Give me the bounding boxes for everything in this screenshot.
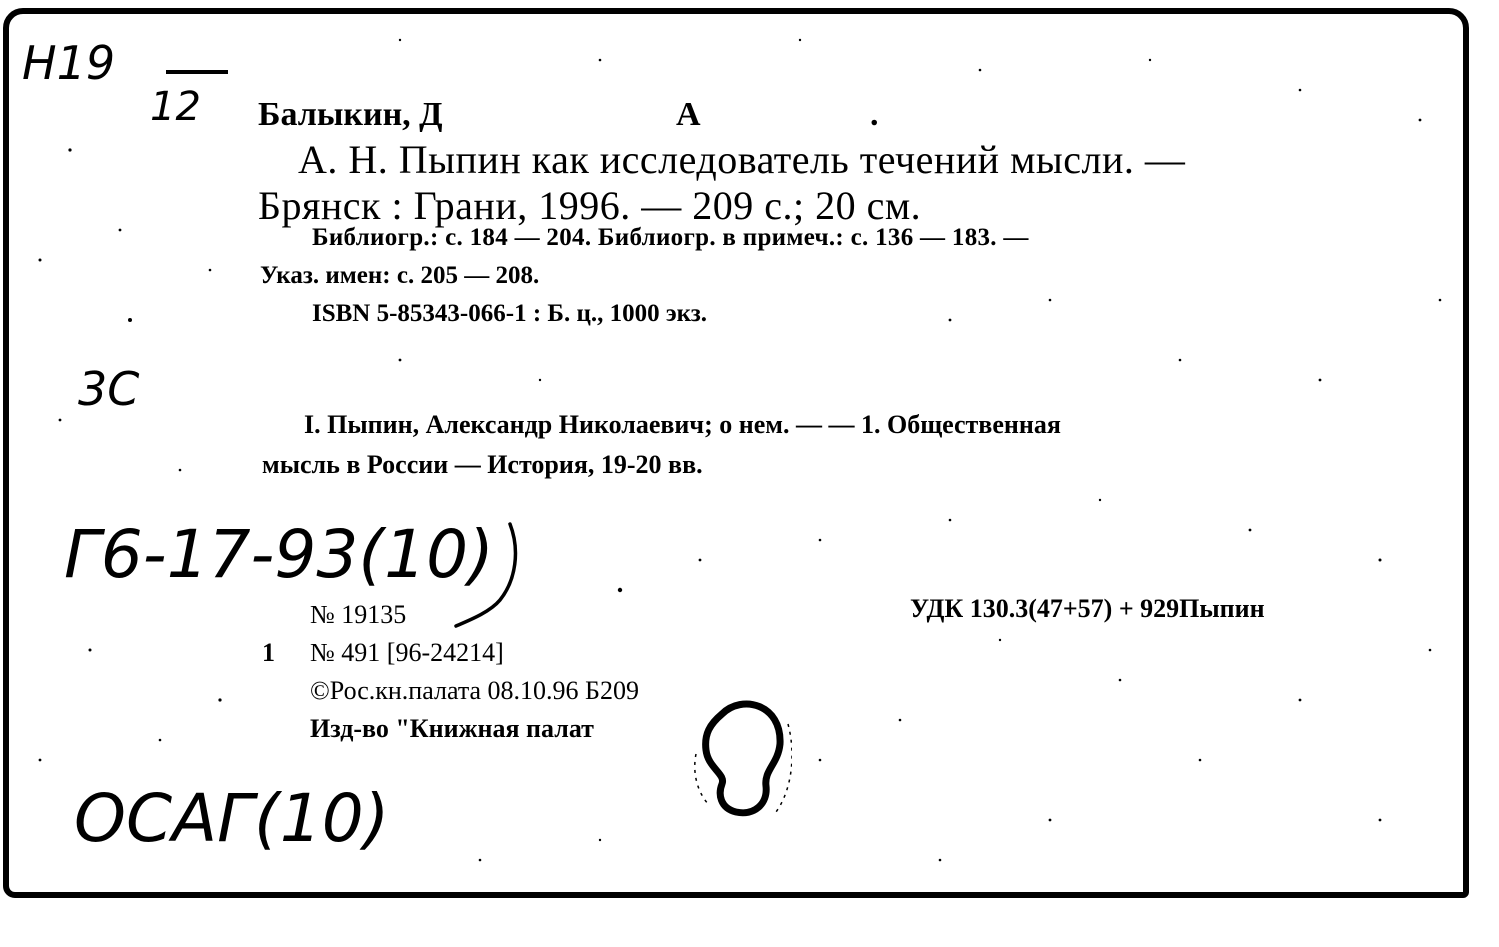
handwritten-code-2: ОСАГ(10) [74,780,390,857]
index-note: Указ. имен: с. 205 — 208. [260,262,540,289]
handwritten-dash [166,70,228,74]
handwritten-mark-3c: 3С [78,362,140,416]
handwritten-shelfmark-bottom: 12 [150,84,201,130]
handwritten-shelfmark-top: Н19 [22,36,116,90]
copyright-line: ©Рос.кн.палата 08.10.96 Б209 [310,676,639,705]
udk-classification: УДК 130.3(47+57) + 929Пыпин [910,594,1265,623]
subject-line-2: мысль в России — История, 19-20 вв. [262,450,703,479]
handwritten-slash [450,520,530,630]
handwritten-code-1: Г6-17-93(10) [64,516,494,593]
copy-count: 1 [262,638,275,667]
author-initial: А [676,96,701,133]
author-dot: . [870,96,879,133]
book-title: А. Н. Пыпин как исследователь течений мысли. — [298,137,1186,182]
publisher-line: Изд-во "Книжная палат [310,714,594,743]
registration-number: № 491 [96-24214] [310,638,504,667]
imprint: Брянск : Грани, 1996. — 209 с.; 20 см. [258,183,922,228]
punched-hole-stamp [692,694,792,820]
subject-line-1: I. Пыпин, Александр Николаевич; о нем. — — 1. Общественная [304,410,1061,439]
isbn-line: ISBN 5-85343-066-1 : Б. ц., 1000 экз. [312,300,708,327]
bibliography-note: Библиогр.: с. 184 — 204. Библиогр. в примеч.: с. 136 — 183. — [312,224,1029,251]
author-name: Балыкин, Д [258,96,443,133]
record-number: № 19135 [310,600,407,629]
